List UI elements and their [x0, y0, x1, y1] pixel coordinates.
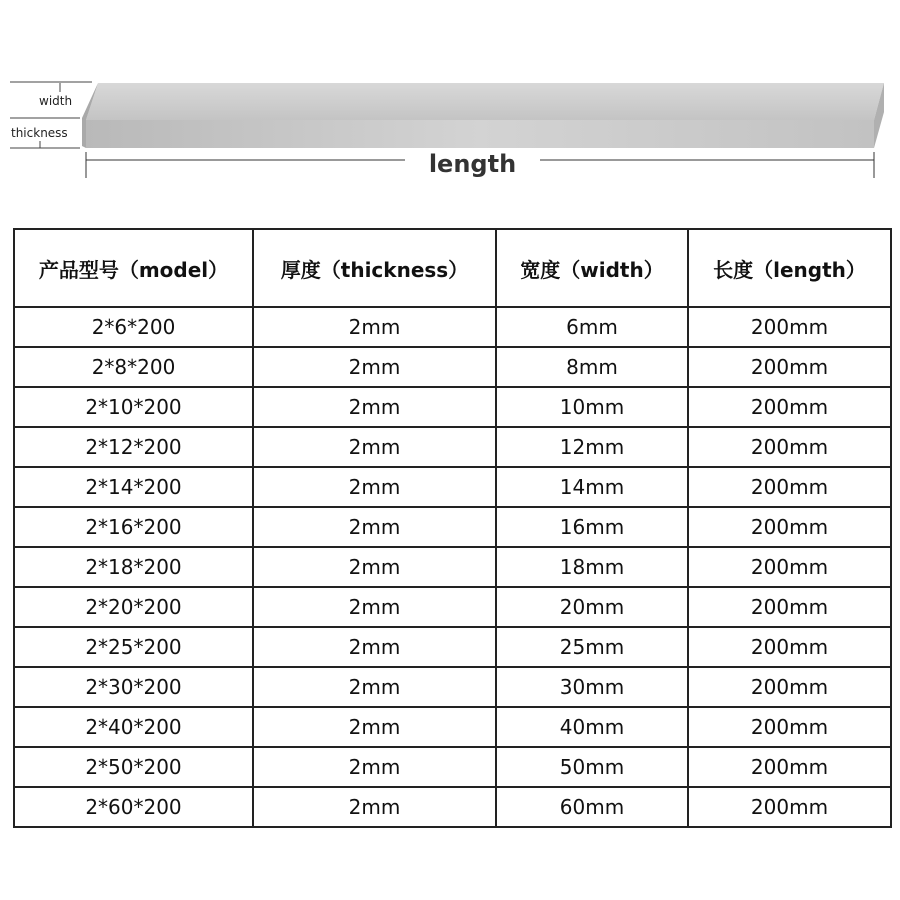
bar-front-face — [86, 120, 874, 148]
cell-model: 2*16*200 — [14, 507, 253, 547]
cell-width: 8mm — [496, 347, 688, 387]
cell-width: 40mm — [496, 707, 688, 747]
length-label: length — [405, 150, 540, 178]
cell-thickness: 2mm — [253, 707, 496, 747]
thickness-label: thickness — [11, 126, 68, 140]
cell-width: 10mm — [496, 387, 688, 427]
cell-thickness: 2mm — [253, 747, 496, 787]
table-row — [14, 547, 891, 587]
cell-model: 2*8*200 — [14, 347, 253, 387]
cell-length: 200mm — [688, 747, 891, 787]
cell-thickness: 2mm — [253, 507, 496, 547]
table-row — [14, 747, 891, 787]
cell-thickness: 2mm — [253, 787, 496, 827]
table-row — [14, 467, 891, 507]
cell-thickness: 2mm — [253, 547, 496, 587]
cell-length: 200mm — [688, 467, 891, 507]
cell-model: 2*6*200 — [14, 307, 253, 347]
cell-width: 16mm — [496, 507, 688, 547]
cell-model: 2*14*200 — [14, 467, 253, 507]
cell-length: 200mm — [688, 707, 891, 747]
cell-length: 200mm — [688, 307, 891, 347]
cell-thickness: 2mm — [253, 627, 496, 667]
cell-length: 200mm — [688, 787, 891, 827]
table-header-row — [14, 229, 891, 307]
header-model: 产品型号（model） — [14, 229, 253, 307]
cell-width: 50mm — [496, 747, 688, 787]
table-row — [14, 427, 891, 467]
cell-thickness: 2mm — [253, 587, 496, 627]
table-row — [14, 347, 891, 387]
cell-thickness: 2mm — [253, 347, 496, 387]
cell-length: 200mm — [688, 507, 891, 547]
cell-thickness: 2mm — [253, 427, 496, 467]
cell-thickness: 2mm — [253, 667, 496, 707]
cell-thickness: 2mm — [253, 387, 496, 427]
cell-model: 2*60*200 — [14, 787, 253, 827]
cell-model: 2*50*200 — [14, 747, 253, 787]
cell-width: 12mm — [496, 427, 688, 467]
table-row — [14, 307, 891, 347]
cell-width: 60mm — [496, 787, 688, 827]
cell-width: 14mm — [496, 467, 688, 507]
cell-length: 200mm — [688, 667, 891, 707]
cell-width: 20mm — [496, 587, 688, 627]
cell-length: 200mm — [688, 387, 891, 427]
cell-width: 18mm — [496, 547, 688, 587]
cell-length: 200mm — [688, 627, 891, 667]
header-length: 长度（length） — [688, 229, 891, 307]
cell-model: 2*10*200 — [14, 387, 253, 427]
cell-thickness: 2mm — [253, 467, 496, 507]
header-thickness: 厚度（thickness） — [253, 229, 496, 307]
table-row — [14, 667, 891, 707]
cell-length: 200mm — [688, 547, 891, 587]
table-row — [14, 787, 891, 827]
bar-top-face — [86, 83, 884, 120]
cell-length: 200mm — [688, 427, 891, 467]
cell-width: 6mm — [496, 307, 688, 347]
header-width: 宽度（width） — [496, 229, 688, 307]
cell-model: 2*20*200 — [14, 587, 253, 627]
cell-thickness: 2mm — [253, 307, 496, 347]
cell-width: 30mm — [496, 667, 688, 707]
cell-length: 200mm — [688, 587, 891, 627]
table-row — [14, 627, 891, 667]
table-row — [14, 587, 891, 627]
width-label: width — [39, 94, 73, 108]
cell-model: 2*40*200 — [14, 707, 253, 747]
cell-width: 25mm — [496, 627, 688, 667]
table-row — [14, 387, 891, 427]
cell-model: 2*12*200 — [14, 427, 253, 467]
cell-model: 2*30*200 — [14, 667, 253, 707]
cell-model: 2*18*200 — [14, 547, 253, 587]
cell-model: 2*25*200 — [14, 627, 253, 667]
table-row — [14, 707, 891, 747]
dimension-diagram — [0, 0, 900, 200]
cell-length: 200mm — [688, 347, 891, 387]
specification-table — [13, 228, 892, 828]
table-row — [14, 507, 891, 547]
table-body — [14, 307, 891, 827]
